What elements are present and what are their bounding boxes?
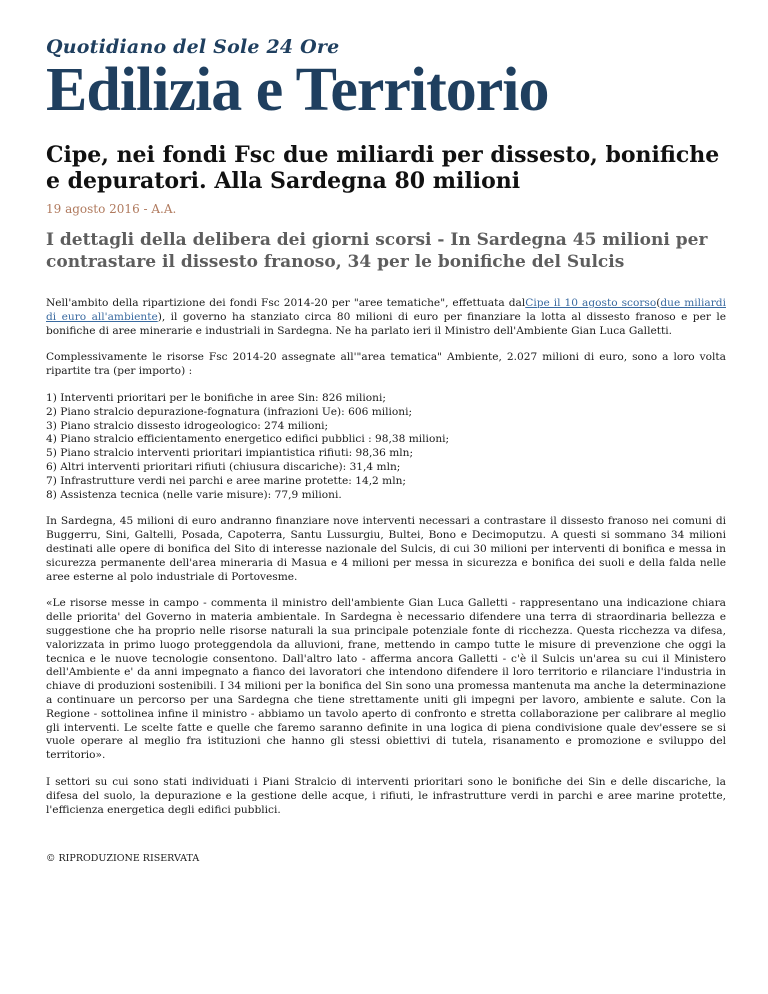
list-item: 5) Piano stralcio interventi prioritari impiantistica rifiuti: 98,36 mln; [46,447,414,460]
allocation-list [46,392,726,502]
masthead-subtitle: Quotidiano del Sole 24 Ore [46,36,340,58]
ambiente-link[interactable]: due miliardi di euro all'ambiente [46,297,726,323]
paragraph-allocation: Complessivamente le risorse Fsc 2014-20 assegnate all'"area tematica" Ambiente, 2.027 milioni di euro, sono a loro volta ripartite tra (per importo) : [46,351,726,378]
article-summary: I dettagli della delibera dei giorni scorsi - In Sardegna 45 milioni per contrastare il dissesto franoso, 34 per le bonifiche del Sulcis [46,230,708,272]
list-item: 3) Piano stralcio dissesto idrogeologico: 274 milioni; [46,419,329,432]
masthead [46,36,726,124]
paragraph-sectors: I settori su cui sono stati individuati i Piani Stralcio di interventi prioritari sono le bonifiche dei Sin e delle discariche, la difesa del suolo, la depurazione e la gestione delle acque, i rifiuti, le infrastrutture verdi in parchi e aree marine protette, l'efficienza energetica degli edifici pubblici. [46,775,726,816]
article-headline: Cipe, nei fondi Fsc due miliardi per dissesto, bonifiche e depuratori. Alla Sardegna 80 milioni [46,142,720,194]
list-item: 8) Assistenza tecnica (nelle varie misure): 77,9 milioni. [46,488,342,501]
article-meta: 19 agosto 2016 - A.A. [46,202,177,216]
list-item: 2) Piano stralcio depurazione-fognatura (infrazioni Ue): 606 milioni; [46,405,413,418]
list-item: 6) Altri interventi prioritari rifiuti (chiusura discariche): 31,4 mln; [46,460,401,473]
copyright-notice: © RIPRODUZIONE RISERVATA [46,853,200,864]
cipe-link[interactable]: Cipe il 10 agosto scorso [525,297,657,309]
masthead-title[interactable]: Edilizia e Territorio [46,56,549,124]
paragraph-sardegna: In Sardegna, 45 milioni di euro andranno finanziare nove interventi necessari a contrastare il dissesto franoso nei comuni di Buggerru, Sini, Galtelli, Posada, Capoterra, Santu Lussurgiu, Bultei, Bono e Decimoputzu. A questi si sommano 34 milioni destinati alle opere di bonifica del Sito di interesse nazionale del Sulcis, di cui 30 milioni per interventi di bonifica e messa in sicurezza permanente dell'area mineraria di Masua e 4 milioni per messa in sicurezza e bonifica dei suoli e della falda nelle aree esterne al polo industriale di Portovesme. [46,515,726,583]
paragraph-quote: «Le risorse messe in campo - commenta il ministro dell'ambiente Gian Luca Galletti - rappresentano una indicazione chiara delle priorita' del Governo in materia ambientale. In Sardegna è necessario difendere una terra di straordinaria bellezza e suggestione che ha proprio nelle risorse naturali la sua principale potenziale fonte di ricchezza. Questa ricchezza va difesa, valorizzata in primo luogo proteggendola da alluvioni, frane, mettendo in campo tutte le misure di prevenzione che oggi la tecnica e le nuove tecnologie consentono. Dall'altro lato - afferma ancora Galletti - c'è il Sulcis un'area su cui il Ministero dell'Ambiente e' da anni impegnato a fianco dei lavoratori che intendono difendere il loro territorio e rilanciare l'industria in chiave di produzioni sostenibili. I 34 milioni per la bonifica del Sin sono una promessa mantenuta ma anche la determinazione a continuare un percorso per una Sardegna che tiene strettamente uniti gli impegni per lavoro, ambiente e salute. Con la Regione - sottolinea infine il ministro - abbiamo un tavolo aperto di confronto e stretta collaborazione per calibrare al meglio gli interventi. Le scelte fatte e quelle che faremo saranno definite in una logica di piena condivisione quale dev'essere se si vuole operare al meglio fra istituzioni che hanno gli stessi obiettivi di tutela, risanamento e promozione e sviluppo del territorio». [46,597,726,762]
paragraph-intro-rest: ), il governo ha stanziato circa 80 milioni di euro per finanziare la lotta al dissesto franoso e per le bonifiche di aree minerarie e industriali in Sardegna. Ne ha parlato ieri il Ministro dell'Ambiente Gian Luca Galletti. [46,310,727,337]
paragraph-intro-text: Nell'ambito della ripartizione dei fondi Fsc 2014-20 per "aree tematiche", effettuata dal [46,297,526,309]
list-item: 4) Piano stralcio efficientamento energetico edifici pubblici : 98,38 milioni; [46,433,450,446]
list-item: 7) Infrastrutture verdi nei parchi e aree marine protette: 14,2 mln; [46,474,406,487]
paragraph-intro [46,297,726,338]
paragraph-intro-paren: ( [656,297,661,309]
article-body [46,297,726,830]
list-item: 1) Interventi prioritari per le bonifiche in aree Sin: 826 milioni; [46,391,386,404]
